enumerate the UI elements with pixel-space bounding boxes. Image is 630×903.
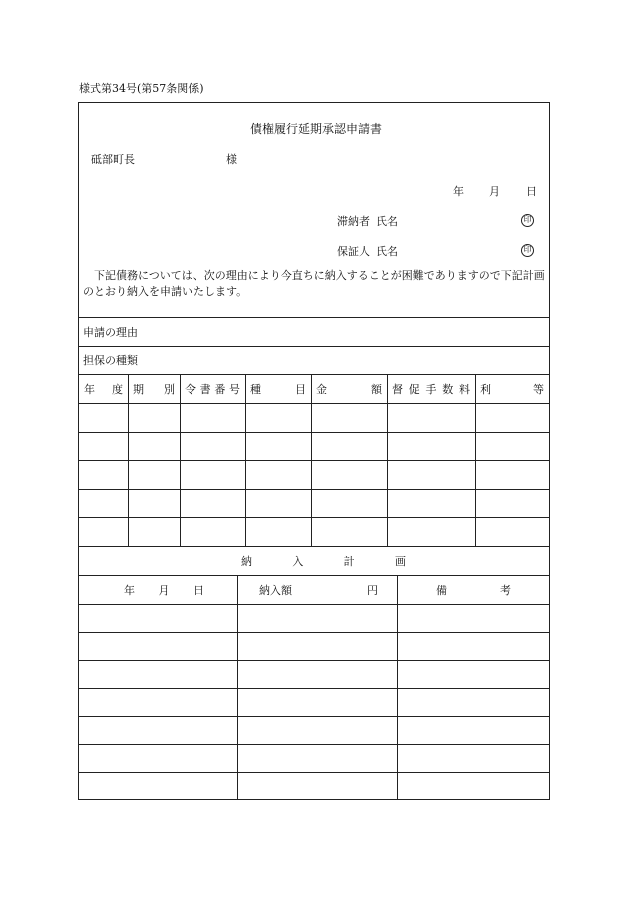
debt-header-1-char: 期 [133, 382, 144, 396]
plan-cell[interactable] [237, 660, 397, 688]
applicant-name-field[interactable] [404, 209, 514, 229]
debt-header-5-char: 督 [392, 382, 403, 396]
reason-label: 申請の理由 [83, 325, 138, 339]
collateral-label: 担保の種類 [83, 354, 138, 367]
debt-header-4-char: 金 [316, 382, 327, 396]
plan-title-char: 納 [241, 554, 252, 568]
debt-header-0 [79, 374, 128, 403]
debt-header-5-char: 促 [408, 382, 420, 396]
plan-header-amount: 納入額 [259, 583, 292, 597]
date-day: 日 [526, 185, 537, 198]
debt-header-3-char: 目 [295, 382, 306, 396]
guarantor-name-label: 氏名 [376, 245, 398, 258]
plan-cell[interactable] [79, 632, 237, 660]
plan-header-date-char: 月 [158, 583, 170, 597]
plan-header-remarks-char: 考 [500, 583, 511, 597]
debt-cell[interactable] [79, 432, 128, 461]
debt-header-0-char: 年 [84, 382, 95, 396]
debt-cell[interactable] [180, 489, 245, 518]
plan-cell[interactable] [79, 772, 237, 800]
plan-cell[interactable] [237, 744, 397, 772]
debt-cell[interactable] [128, 460, 180, 489]
debt-cell[interactable] [387, 517, 475, 546]
debt-header-6 [475, 374, 549, 403]
debt-cell[interactable] [387, 460, 475, 489]
debt-cell[interactable] [180, 403, 245, 432]
applicant-role: 滞納者 [337, 215, 370, 228]
debt-header-2-char: 号 [228, 382, 240, 396]
date-year: 年 [453, 185, 464, 198]
plan-header-remarks [431, 575, 516, 604]
plan-header-remarks-char: 備 [436, 583, 447, 597]
debt-table [79, 374, 549, 546]
debt-cell[interactable] [180, 517, 245, 546]
debt-cell[interactable] [79, 489, 128, 518]
addressee-name: 砥部町長 [91, 153, 135, 166]
debt-cell[interactable] [387, 403, 475, 432]
plan-cell[interactable] [397, 688, 549, 716]
debt-cell[interactable] [387, 432, 475, 461]
plan-header-date [119, 575, 209, 604]
debt-cell[interactable] [475, 432, 549, 461]
debt-cell[interactable] [79, 403, 128, 432]
plan-cell[interactable] [237, 604, 397, 632]
debt-cell[interactable] [475, 403, 549, 432]
debt-header-6-char: 等 [533, 382, 544, 396]
debt-cell[interactable] [311, 403, 387, 432]
debt-cell[interactable] [128, 517, 180, 546]
application-form [78, 102, 550, 800]
payment-plan-table [79, 575, 549, 800]
debt-cell[interactable] [245, 432, 311, 461]
plan-cell[interactable] [79, 688, 237, 716]
debt-header-3-char: 種 [250, 382, 261, 396]
guarantor-role: 保証人 [337, 245, 370, 258]
request-statement: 下記債務については、次の理由により今直ちに納入することが困難でありますので下記計画のとおり納入を申請いたします。 [83, 269, 545, 298]
plan-cell[interactable] [79, 660, 237, 688]
plan-cell[interactable] [397, 772, 549, 800]
plan-cell[interactable] [79, 604, 237, 632]
debt-header-6-char: 利 [480, 382, 491, 396]
debt-cell[interactable] [311, 460, 387, 489]
debt-cell[interactable] [311, 432, 387, 461]
debt-cell[interactable] [245, 460, 311, 489]
plan-cell[interactable] [397, 604, 549, 632]
applicant-seal [521, 212, 534, 227]
debt-cell[interactable] [387, 489, 475, 518]
debt-header-0-char: 度 [112, 382, 123, 396]
guarantor-seal [521, 242, 534, 257]
debt-header-2 [180, 374, 245, 403]
debt-header-5-char: 数 [442, 382, 454, 396]
plan-title-char: 入 [292, 554, 304, 568]
debt-cell[interactable] [128, 403, 180, 432]
plan-title-char: 計 [343, 554, 355, 568]
debt-cell[interactable] [180, 432, 245, 461]
debt-header-1-char: 別 [164, 382, 175, 396]
debt-cell[interactable] [245, 403, 311, 432]
plan-cell[interactable] [79, 744, 237, 772]
debt-cell[interactable] [475, 460, 549, 489]
payment-plan-title [79, 546, 549, 575]
plan-cell[interactable] [397, 716, 549, 744]
debt-header-5-char: 料 [459, 382, 470, 396]
debt-cell[interactable] [79, 460, 128, 489]
plan-cell[interactable] [237, 772, 397, 800]
guarantor-name-field[interactable] [404, 239, 514, 259]
debt-cell[interactable] [128, 432, 180, 461]
form-number: 様式第34号(第57条関係) [79, 82, 204, 95]
addressee-honorific: 様 [226, 153, 237, 166]
plan-header-date-char: 日 [193, 583, 204, 597]
debt-header-4-char: 額 [371, 382, 382, 396]
debt-cell[interactable] [79, 517, 128, 546]
debt-header-2-char: 番 [214, 382, 226, 396]
debt-header-2-char: 書 [199, 382, 211, 396]
plan-cell[interactable] [397, 632, 549, 660]
plan-header-date-char: 年 [124, 583, 135, 597]
debt-cell[interactable] [180, 460, 245, 489]
debt-cell[interactable] [128, 489, 180, 518]
debt-header-2-char: 令 [185, 382, 196, 396]
plan-title-char: 画 [394, 554, 406, 568]
plan-title-text [241, 546, 406, 575]
plan-cell[interactable] [237, 632, 397, 660]
plan-cell[interactable] [79, 716, 237, 744]
applicant-name-label: 氏名 [376, 215, 398, 228]
reason-field[interactable] [149, 319, 544, 345]
debt-cell[interactable] [245, 489, 311, 518]
debt-header-4 [311, 374, 387, 403]
plan-cell[interactable] [397, 660, 549, 688]
debt-header-5-char: 手 [425, 382, 437, 396]
debt-cell[interactable] [245, 517, 311, 546]
debt-cell[interactable] [475, 489, 549, 518]
debt-cell[interactable] [475, 517, 549, 546]
debt-cell[interactable] [311, 489, 387, 518]
form-title: 債権履行延期承認申請書 [250, 122, 383, 136]
seal-icon: 印 [521, 214, 534, 227]
debt-cell[interactable] [311, 517, 387, 546]
plan-cell[interactable] [397, 744, 549, 772]
collateral-field[interactable] [149, 348, 544, 373]
debt-header-3 [245, 374, 311, 403]
plan-cell[interactable] [237, 688, 397, 716]
plan-cell[interactable] [237, 716, 397, 744]
debt-header-1 [128, 374, 180, 403]
plan-header-yen: 円 [367, 583, 378, 597]
debt-header-5 [387, 374, 475, 403]
date-month: 月 [489, 185, 500, 198]
seal-icon: 印 [521, 244, 534, 257]
